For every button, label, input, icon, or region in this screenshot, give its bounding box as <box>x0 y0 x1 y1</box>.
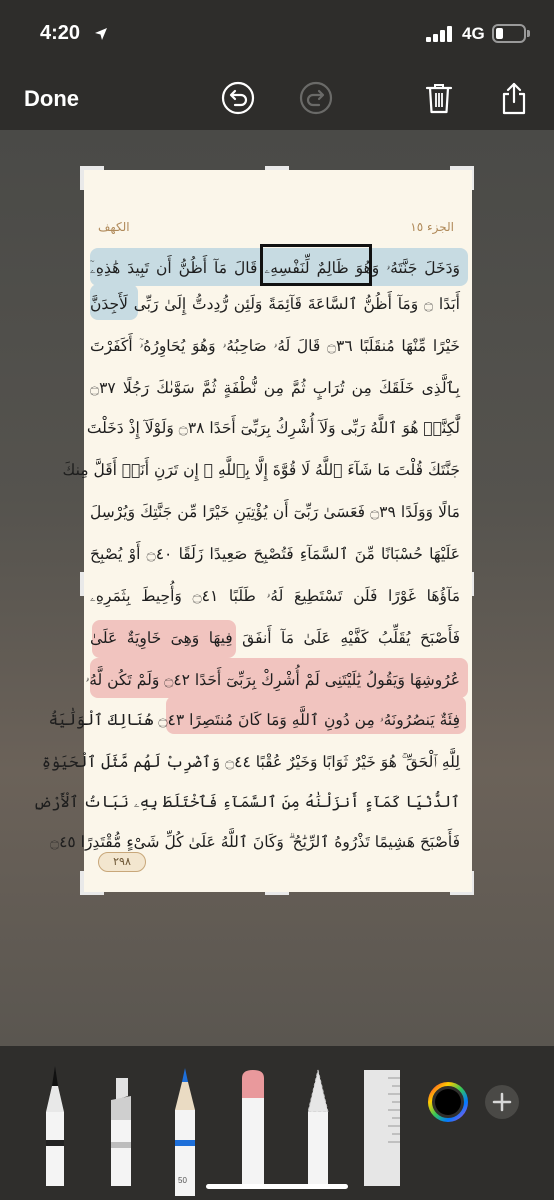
quran-line-14: ٱلدُّنْيَا كَمَآءٍ أَنزَلْنَٰهُ مِنَ ٱلسَّمَآءِ فَٱخْتَلَطَ بِهِۦ نَبَاتُ ٱلْأَرْضِ <box>33 793 460 811</box>
done-button[interactable]: Done <box>24 86 79 111</box>
markup-canvas[interactable] <box>0 130 554 1046</box>
ruler-tool-icon[interactable] <box>362 1068 402 1186</box>
quran-line-15: فَأَصْبَحَ هَشِيمًا تَذْرُوهُ ٱلرِّيَٰحُ ۗ وَكَانَ ٱللَّهُ عَلَىٰ كُلِّ شَىْءٍ مُّقْتَدِرًا ۝٤٥ <box>49 833 460 851</box>
quran-line-11: عُرُوشِهَا وَيَقُولُ يَٰلَيْتَنِى لَمْ أُشْرِكْ بِرَبِّىٓ أَحَدًا ۝٤٢ وَلَمْ تَكُن لَّهُۥ <box>85 671 460 689</box>
status-bar <box>0 0 554 66</box>
quran-line-8: عَلَيْهَا حُسْبَانًا مِّنَ ٱلسَّمَآءِ فَتُصْبِحَ صَعِيدًا زَلَقًا ۝٤٠ أَوْ يُصْبِحَ <box>90 545 460 563</box>
trash-icon[interactable] <box>421 80 457 116</box>
quran-line-2: أَبَدًا ۝ وَمَآ أَظُنُّ ٱلسَّاعَةَ قَآئِمَةً وَلَئِن رُّدِدتُّ إِلَىٰ رَبِّى لَأَجِدَنَّ <box>90 295 460 313</box>
quran-page <box>33 170 472 892</box>
markup-tool-tray <box>0 1046 554 1200</box>
markup-toolbar <box>0 66 554 130</box>
quran-line-3: خَيْرًا مِّنْهَا مُنقَلَبًا ۝٣٦ قَالَ لَهُۥ صَاحِبُهُۥ وَهُوَ يُحَاوِرُهُۥٓ أَكَفَرْتَ <box>90 337 460 355</box>
location-arrow-icon <box>94 27 108 41</box>
quran-line-7: مَالًا وَوَلَدًا ۝٣٩ فَعَسَىٰ رَبِّىٓ أَن يُؤْتِيَنِ خَيْرًا مِّن جَنَّتِكَ وَيُرْسِلَ <box>90 503 460 521</box>
color-picker-icon[interactable] <box>428 1082 468 1122</box>
surah-name: الكهف <box>98 220 130 234</box>
quran-line-9: مَآؤُهَا غَوْرًا فَلَن تَسْتَطِيعَ لَهُۥ طَلَبًا ۝٤١ وَأُحِيطَ بِثَمَرِهِۦ <box>90 587 460 605</box>
quran-line-5: لَّٰكِنَّا۠ هُوَ ٱللَّهُ رَبِّى وَلَآ أُشْرِكُ بِرَبِّىٓ أَحَدًا ۝٣٨ وَلَوْلَآ إِذْ دَخَلْتَ <box>86 419 460 437</box>
redo-icon[interactable] <box>298 80 334 116</box>
drawn-rectangle-annotation[interactable] <box>260 244 372 286</box>
signal-strength-icon <box>426 26 456 42</box>
home-indicator[interactable] <box>206 1184 348 1189</box>
status-time: 4:20 <box>40 22 81 44</box>
pen-tool-icon[interactable] <box>40 1064 70 1186</box>
eraser-tool-icon[interactable] <box>238 1068 268 1186</box>
battery-icon <box>492 24 526 43</box>
quran-line-6: جَنَّتَكَ قُلْتَ مَا شَآءَ ٱللَّهُ لَا قُوَّةَ إِلَّا بِٱللَّهِ ۚ إِن تَرَنِ أَنَا۠ أَقَلَّ مِنكَ <box>62 461 460 479</box>
quran-line-12: فِئَةٌ يَنصُرُونَهُۥ مِن دُونِ ٱللَّهِ وَمَا كَانَ مُنتَصِرًا ۝٤٣ هُنَالِكَ ٱلْوَلَٰيَةُ <box>48 711 460 729</box>
quran-line-13: لِلَّهِ ٱلْحَقِّ ۚ هُوَ خَيْرٌ ثَوَابًا وَخَيْرٌ عُقْبًا ۝٤٤ وَٱضْرِبْ لَهُم مَّثَلَ ٱلْحَيَوٰةِ <box>41 753 460 771</box>
quran-line-1: وَدَخَلَ جَنَّتَهُۥ وَهُوَ ظَالِمٌ لِّنَفْسِهِۦ قَالَ مَآ أَظُنُّ أَن تَبِيدَ هَٰذِهِۦٓ <box>90 259 460 277</box>
network-type: 4G <box>462 24 485 43</box>
undo-icon[interactable] <box>220 80 256 116</box>
page-number: ٢٩٨ <box>98 852 146 872</box>
juz-label: الجزء ١٥ <box>410 220 454 234</box>
share-icon[interactable] <box>496 80 532 116</box>
quran-line-4: بِٱلَّذِى خَلَقَكَ مِن تُرَابٍ ثُمَّ مِن نُّطْفَةٍ ثُمَّ سَوَّىٰكَ رَجُلًا ۝٣٧ <box>90 379 460 397</box>
pencil-size-label: 50 <box>178 1176 187 1185</box>
lasso-tool-icon[interactable] <box>302 1068 334 1186</box>
marker-tool-icon[interactable] <box>106 1076 136 1186</box>
quran-line-10: فَأَصْبَحَ يُقَلِّبُ كَفَّيْهِ عَلَىٰ مَآ أَنفَقَ فِيهَا وَهِىَ خَاوِيَةٌ عَلَىٰ <box>90 629 460 647</box>
add-icon[interactable] <box>484 1084 520 1120</box>
